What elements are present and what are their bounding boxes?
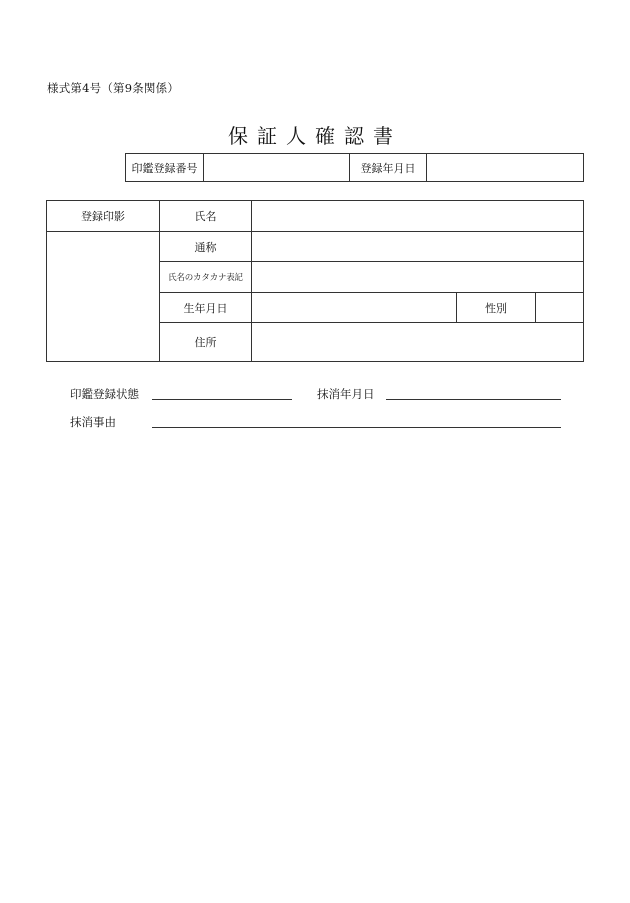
cancellation-reason-label: 抹消事由	[70, 415, 116, 429]
cancellation-reason-line[interactable]	[152, 427, 561, 428]
seal-impression-box[interactable]	[47, 232, 160, 362]
registration-table	[125, 153, 584, 182]
name-label: 氏名	[160, 201, 252, 232]
form-number: 様式第4号（第9条関係）	[47, 81, 180, 95]
address-field[interactable]	[252, 323, 584, 362]
page-title: 保証人確認書	[228, 124, 402, 148]
alias-label: 通称	[160, 232, 252, 262]
name-field[interactable]	[252, 201, 584, 232]
katakana-name-label: 氏名のカタカナ表記	[160, 262, 252, 293]
cancellation-date-label: 抹消年月日	[317, 387, 375, 401]
cancellation-date-line[interactable]	[386, 399, 561, 400]
registration-status-label: 印鑑登録状態	[70, 387, 139, 401]
registration-status-line[interactable]	[152, 399, 292, 400]
katakana-name-field[interactable]	[252, 262, 584, 293]
birthdate-field[interactable]	[252, 293, 457, 323]
guarantor-details-table	[46, 200, 584, 362]
address-label: 住所	[160, 323, 252, 362]
birthdate-label: 生年月日	[160, 293, 252, 323]
registration-number-field[interactable]	[204, 154, 350, 182]
registration-date-label: 登録年月日	[350, 154, 427, 182]
seal-impression-label: 登録印影	[47, 201, 160, 232]
registration-date-field[interactable]	[427, 154, 584, 182]
registration-number-label: 印鑑登録番号	[126, 154, 204, 182]
gender-field[interactable]	[536, 293, 584, 323]
gender-label: 性別	[457, 293, 536, 323]
alias-field[interactable]	[252, 232, 584, 262]
